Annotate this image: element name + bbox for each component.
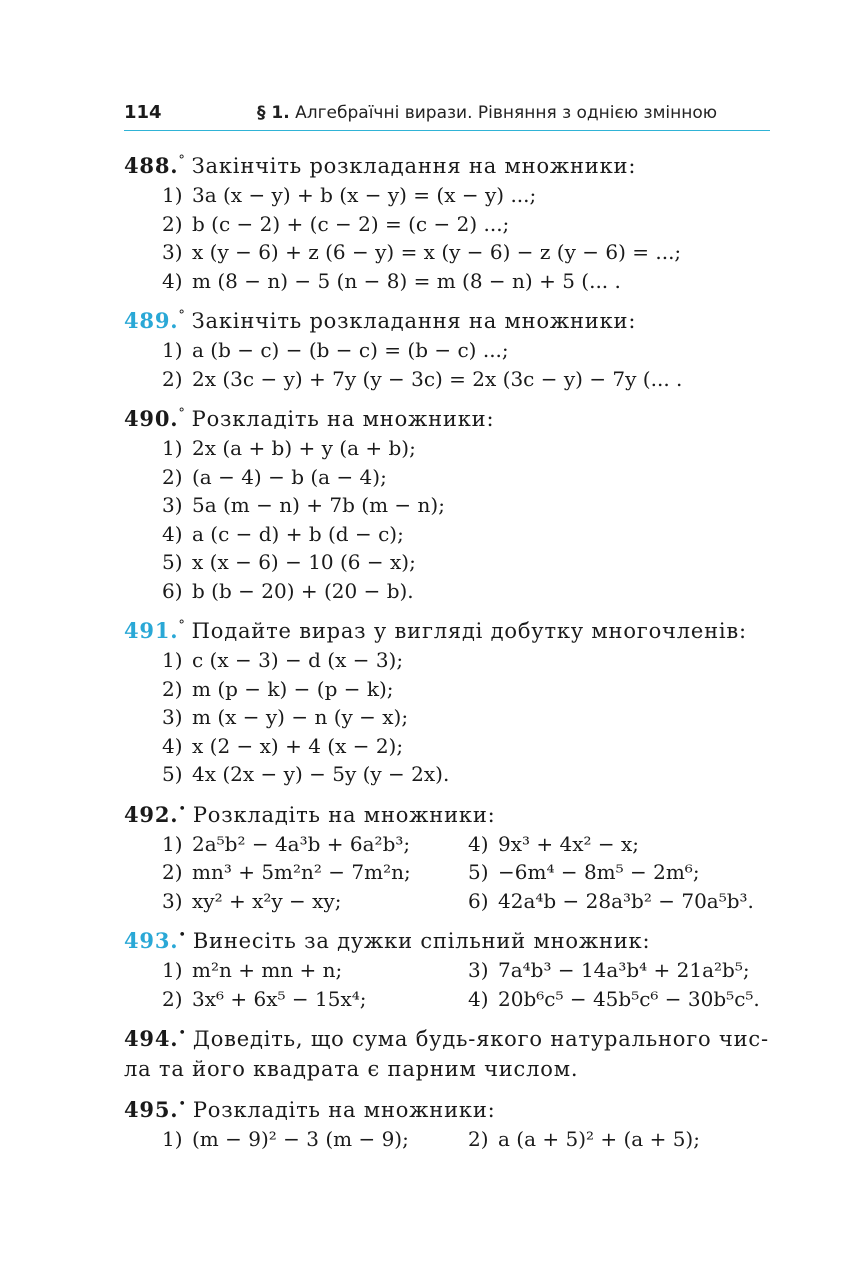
item-expression: m (x − y) − n (y − x); xyxy=(192,705,409,729)
list-item xyxy=(162,491,784,520)
item-number: 1) xyxy=(162,1127,183,1151)
problem-text: Розкладіть на множники: xyxy=(192,802,496,827)
problem-number: 493. xyxy=(124,928,179,953)
item-expression: xy² + x²y − xy; xyxy=(192,888,342,913)
item-number: 2) xyxy=(162,860,183,884)
difficulty-mark: • xyxy=(178,801,187,817)
list-item xyxy=(162,956,468,985)
item-expression: b (c − 2) + (c − 2) = (c − 2) ...; xyxy=(192,211,510,236)
item-expression: a (b − c) − (b − c) = (b − c) ...; xyxy=(192,338,509,362)
problem-number: 488. xyxy=(124,153,179,178)
list-item xyxy=(162,267,784,296)
difficulty-mark: ° xyxy=(178,618,186,633)
item-number: 3) xyxy=(162,240,183,264)
item-expression: (m − 9)² − 3 (m − 9); xyxy=(192,1127,409,1151)
difficulty-mark: ° xyxy=(178,308,186,323)
item-number: 1) xyxy=(162,183,183,207)
problem-488 xyxy=(124,146,784,295)
item-number: 3) xyxy=(162,493,183,517)
list-item xyxy=(162,732,784,761)
list-item xyxy=(162,434,784,463)
problem-text-continued: ла та його квадрата є парним числом. xyxy=(124,1057,579,1081)
item-number: 1) xyxy=(162,436,183,460)
item-number: 5) xyxy=(468,860,489,884)
item-expression: −6m⁴ − 8m⁵ − 2m⁶; xyxy=(498,860,700,884)
item-expression: x (x − 6) − 10 (6 − x); xyxy=(192,550,416,574)
difficulty-mark: • xyxy=(178,928,187,943)
list-item xyxy=(162,238,784,267)
item-expression: 2x (3c − y) + 7y (y − 3c) = 2x (3c − y) − 7y (... . xyxy=(192,366,683,391)
item-expression: x (2 − x) + 4 (x − 2); xyxy=(192,733,404,758)
problem-number: 494. xyxy=(124,1026,179,1051)
page-number: 114 xyxy=(124,102,162,123)
item-expression: (a − 4) − b (a − 4); xyxy=(192,464,387,489)
item-expression: m (p − k) − (p − k); xyxy=(192,676,394,701)
item-expression: b (b − 20) + (20 − b). xyxy=(192,578,414,603)
item-expression: 3x⁶ + 6x⁵ − 15x⁴; xyxy=(192,986,367,1011)
list-item xyxy=(468,887,768,916)
item-number: 6) xyxy=(162,578,183,603)
list-item xyxy=(162,887,468,916)
list-item xyxy=(162,548,784,577)
problem-490 xyxy=(124,399,784,605)
item-expression: 2a⁵b² − 4a³b + 6a²b³; xyxy=(192,831,411,856)
item-number: 5) xyxy=(162,550,183,574)
list-item xyxy=(162,365,784,394)
item-number: 2) xyxy=(162,986,183,1011)
list-item xyxy=(162,1125,468,1154)
item-expression: 42a⁴b − 28a³b² − 70a⁵b³. xyxy=(498,888,754,913)
list-item xyxy=(468,830,768,859)
problem-number: 490. xyxy=(124,406,179,431)
difficulty-mark: • xyxy=(178,1026,187,1041)
problem-493 xyxy=(124,921,784,1013)
list-item xyxy=(162,336,784,365)
item-expression: x (y − 6) + z (6 − y) = x (y − 6) − z (y − 6) = ...; xyxy=(192,240,682,264)
item-expression: 4x (2x − y) − 5y (y − 2x). xyxy=(192,762,450,786)
item-number: 2) xyxy=(162,211,183,236)
item-number: 2) xyxy=(468,1127,489,1151)
item-expression: 20b⁶c⁵ − 45b⁵c⁶ − 30b⁵c⁵. xyxy=(498,986,760,1011)
list-item xyxy=(162,520,784,549)
item-expression: 3a (x − y) + b (x − y) = (x − y) ...; xyxy=(192,183,537,207)
item-number: 4) xyxy=(468,986,489,1011)
list-item xyxy=(162,830,468,859)
item-expression: m (8 − n) − 5 (n − 8) = m (8 − n) + 5 (... . xyxy=(192,268,621,293)
difficulty-mark: • xyxy=(178,1097,187,1112)
item-number: 3) xyxy=(162,705,183,729)
difficulty-mark: ° xyxy=(178,153,186,168)
item-number: 2) xyxy=(162,366,183,391)
list-item xyxy=(162,760,784,789)
problem-text: Подайте вираз у вигляді добутку многочленів: xyxy=(191,619,747,643)
problem-492 xyxy=(124,795,784,916)
item-number: 2) xyxy=(162,464,183,489)
item-expression: 9x³ + 4x² − x; xyxy=(498,831,640,856)
item-number: 1) xyxy=(162,958,183,982)
list-item xyxy=(162,675,784,704)
problem-text: Закінчіть розкладання на множники: xyxy=(191,309,637,333)
list-item xyxy=(162,646,784,675)
problem-489 xyxy=(124,301,784,393)
item-expression: 2x (a + b) + y (a + b); xyxy=(192,436,416,460)
item-expression: mn³ + 5m²n² − 7m²n; xyxy=(192,860,411,884)
item-number: 4) xyxy=(162,733,183,758)
item-expression: a (c − d) + b (d − c); xyxy=(192,521,404,546)
list-item xyxy=(468,858,768,887)
item-number: 4) xyxy=(468,831,489,856)
list-item xyxy=(468,956,768,985)
problem-text: Розкладіть на множники: xyxy=(191,407,495,431)
list-item xyxy=(162,181,784,210)
list-item xyxy=(162,210,784,239)
item-expression: c (x − 3) − d (x − 3); xyxy=(192,648,404,672)
problem-number: 495. xyxy=(124,1097,179,1122)
running-title xyxy=(257,103,717,123)
item-number: 1) xyxy=(162,338,183,362)
problem-491 xyxy=(124,611,784,789)
list-item xyxy=(162,985,468,1014)
list-item xyxy=(162,463,784,492)
list-item xyxy=(468,1125,768,1154)
problem-number: 489. xyxy=(124,308,179,333)
problem-text: Винесіть за дужки спільний множник: xyxy=(192,929,651,953)
item-expression: m²n + mn + n; xyxy=(192,958,343,982)
problem-number: 492. xyxy=(124,801,179,827)
item-number: 3) xyxy=(468,958,489,982)
problem-494 xyxy=(124,1019,784,1084)
list-item xyxy=(468,985,768,1014)
item-expression: a (a + 5)² + (a + 5); xyxy=(498,1127,700,1151)
item-number: 2) xyxy=(162,676,183,701)
list-item xyxy=(162,703,784,732)
running-header xyxy=(124,100,770,131)
section-title: Алгебраїчні вирази. Рівняння з однією змінною xyxy=(295,103,718,123)
item-number: 4) xyxy=(162,521,183,546)
item-number: 5) xyxy=(162,762,183,786)
item-number: 3) xyxy=(162,888,183,913)
list-item xyxy=(162,577,784,606)
problem-text: Закінчіть розкладання на множники: xyxy=(191,154,637,178)
item-number: 6) xyxy=(468,888,489,913)
item-expression: 7a⁴b³ − 14a³b⁴ + 21a²b⁵; xyxy=(498,958,750,982)
item-number: 1) xyxy=(162,648,183,672)
item-expression: 5a (m − n) + 7b (m − n); xyxy=(192,493,445,517)
problem-text: Доведіть, що сума будь-якого натурального чис- xyxy=(192,1027,769,1051)
item-number: 4) xyxy=(162,268,183,293)
problem-495 xyxy=(124,1090,784,1154)
problem-text: Розкладіть на множники: xyxy=(192,1098,496,1122)
item-number: 1) xyxy=(162,831,183,856)
problem-number: 491. xyxy=(124,618,179,643)
difficulty-mark: ° xyxy=(178,406,186,421)
section-mark: § 1. xyxy=(257,103,290,123)
exercise-list xyxy=(124,146,784,1160)
list-item xyxy=(162,858,468,887)
